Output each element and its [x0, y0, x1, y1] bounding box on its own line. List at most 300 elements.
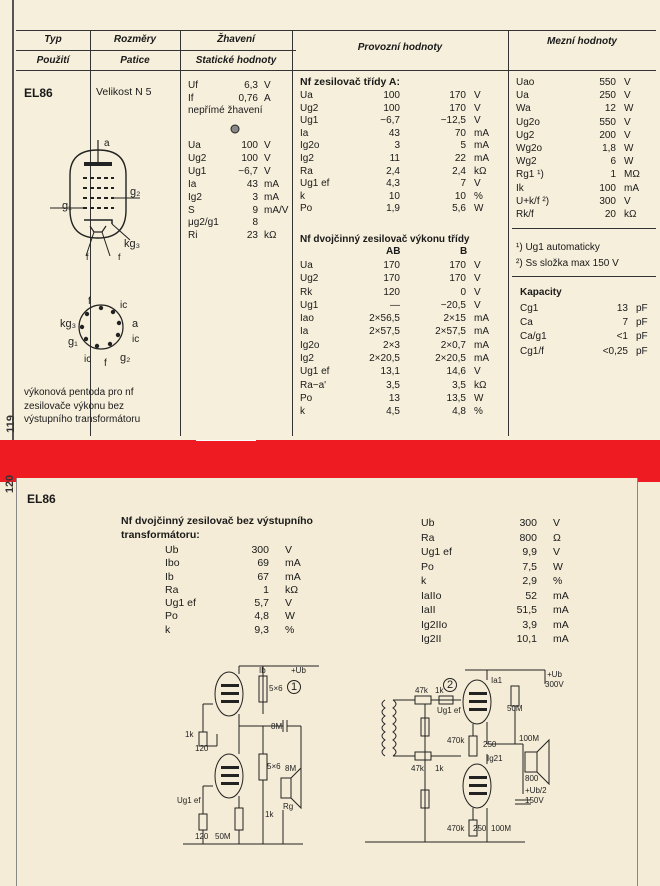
heating-table: [188, 80, 286, 105]
value: 100: [383, 102, 400, 114]
bottom-tube-type: EL86: [27, 492, 56, 506]
unit: V: [474, 102, 481, 114]
c1-ib-label: Ib: [259, 666, 266, 675]
value: 2×56,5: [369, 313, 400, 325]
col-divider-2: [180, 30, 181, 436]
value: −12,5: [440, 115, 466, 127]
value: 9,9: [522, 546, 537, 558]
value: 8: [252, 217, 258, 229]
unit: V: [624, 195, 631, 207]
param: Ig2: [300, 353, 314, 365]
header-pouziti: Použití: [36, 55, 70, 66]
base-label-g1: g₁: [68, 336, 78, 348]
c2-r1kb-label: 1k: [435, 764, 444, 773]
value: 100: [241, 152, 258, 164]
c2-c100m-label: 100M: [519, 734, 540, 743]
red-separator-band: [0, 440, 660, 482]
base-label-f2: f: [104, 358, 107, 369]
value: 3,5: [386, 379, 400, 391]
unit: kΩ: [264, 230, 277, 242]
value: 550: [599, 77, 616, 88]
c2-ug1-label: Ug1 ef: [437, 706, 461, 715]
value: 170: [449, 260, 466, 271]
c1-r120-label: 120: [195, 744, 209, 753]
param: Ug1 ef: [300, 366, 330, 378]
value: 10: [388, 190, 400, 202]
value: 1,8: [602, 143, 616, 155]
header-staticke: Statické hodnoty: [195, 55, 277, 66]
param: Ig2IIo: [421, 618, 448, 631]
value: 7: [460, 178, 466, 190]
unit: V: [264, 152, 271, 164]
c2-c50m-label: 50M: [507, 704, 523, 713]
c1-ug1-label: Ug1 ef: [177, 796, 201, 805]
param: Cg1/f: [520, 345, 544, 357]
header-mezni: Mezní hodnoty: [547, 36, 617, 47]
c1-r5x6-label: 5×6: [269, 684, 283, 693]
unit: pF: [636, 317, 648, 329]
c2-ub-label: +Ub: [547, 670, 562, 679]
param: Ri: [188, 230, 198, 242]
circuit-2-schematic: [365, 664, 555, 846]
unit: W: [624, 143, 634, 155]
tube-label-g2: g₂: [130, 186, 141, 198]
value: 3: [394, 140, 400, 152]
indirect-heating: nepřímé žhavení: [188, 105, 263, 116]
value: 10,1: [516, 633, 537, 645]
param: Cg1: [520, 303, 539, 314]
unit: V: [474, 115, 481, 127]
circle-symbol: [230, 124, 240, 134]
unit: V: [624, 77, 631, 88]
value: 5,6: [452, 203, 466, 215]
param: Rg1 ¹): [516, 169, 544, 181]
title-line: transformátoru:: [121, 529, 200, 541]
description-line: výkonová pentoda pro nf: [24, 387, 134, 398]
value: 22: [454, 152, 466, 164]
notes-divider: [512, 276, 656, 277]
value: 2×20,5: [369, 353, 400, 365]
param: Ig2: [300, 152, 314, 164]
c2-c100mb-label: 100M: [491, 824, 512, 833]
value: 10: [454, 190, 466, 202]
page-edge-line: [12, 0, 14, 440]
header-patice: Patice: [120, 55, 150, 66]
c1-r1kb-label: 1k: [265, 810, 274, 819]
value: 100: [241, 140, 258, 151]
base-label-ic2: ic: [132, 334, 140, 345]
unit: [258, 217, 290, 230]
c2-r250-label: 250: [483, 740, 497, 749]
unit: mA: [285, 570, 301, 583]
param: Ig2o: [300, 140, 320, 152]
unit: mA: [264, 178, 279, 190]
param: Ra: [300, 165, 313, 177]
param: Ca/g1: [520, 331, 547, 343]
unit: kΩ: [474, 165, 487, 177]
header-rozmery: Rozměry: [113, 34, 157, 45]
param: Ig2o: [300, 339, 320, 351]
unit: mA: [553, 589, 569, 602]
value: 2,4: [386, 165, 400, 177]
param: k: [300, 190, 305, 202]
col-divider-4: [508, 30, 509, 436]
value: 170: [383, 273, 400, 285]
value: 300: [519, 517, 537, 529]
page-number-119: 119: [4, 415, 17, 433]
push-pull-title: Nf dvojčinný zesilovač výkonu třídy: [300, 234, 470, 245]
unit: kΩ: [474, 379, 487, 391]
value: 5,7: [254, 597, 269, 610]
unit: mA: [474, 339, 489, 351]
unit: V: [285, 544, 293, 556]
value: 2,9: [522, 575, 537, 587]
value: 4,3: [386, 178, 400, 190]
description-line: zesilovače výkonu bez: [24, 400, 125, 412]
value: 2×3: [383, 339, 400, 351]
value: 2×15: [443, 313, 466, 325]
c1-c50m-label: 50M: [215, 832, 231, 841]
param: Ia: [188, 178, 197, 190]
unit: W: [474, 203, 484, 215]
unit: V: [474, 273, 481, 285]
header-zhaveni: Žhavení: [217, 34, 255, 45]
c2-r47k-label: 47k: [415, 686, 428, 695]
param: Ug1 ef: [165, 597, 196, 610]
param: μg2/g1: [188, 217, 219, 229]
page-number-120: 120: [4, 474, 17, 494]
value: 300: [251, 544, 269, 556]
value: —: [390, 299, 400, 311]
value: 43: [388, 127, 400, 139]
value: 2×57,5: [369, 326, 400, 338]
unit: A: [264, 92, 271, 104]
note-1: ¹) Ug1 automaticky: [516, 242, 600, 253]
value: 3,9: [522, 618, 537, 631]
value: 13: [616, 303, 628, 314]
param: Po: [300, 203, 313, 215]
c2-r250b-label: 250: [473, 824, 487, 833]
unit: V: [553, 517, 561, 529]
param: Po: [300, 392, 313, 404]
circuit-1-number: 1: [287, 680, 301, 694]
param: If: [188, 92, 194, 104]
param: Ra: [421, 531, 435, 544]
c1-r120b-label: 120: [195, 832, 209, 841]
unit: mA: [264, 191, 279, 203]
base-label-a: a: [132, 318, 139, 330]
capacity-table: [520, 302, 658, 359]
param: k: [300, 406, 305, 418]
value: 20: [604, 209, 616, 221]
param: k: [421, 575, 427, 587]
c1-r5x6b-label: 5×6: [267, 762, 281, 771]
header-mid-line: [16, 50, 296, 51]
value: 2×0,7: [440, 339, 466, 351]
param: Ua: [516, 90, 529, 102]
unit: V: [624, 90, 631, 102]
tube-label-f2: f: [118, 252, 121, 262]
datasheet-page-top: [0, 0, 660, 440]
tube-base-diagram: [76, 302, 126, 352]
param: Ug1: [188, 165, 207, 177]
param: Ug1 ef: [421, 546, 452, 558]
unit: W: [474, 392, 484, 404]
param: Ug1: [300, 115, 319, 127]
param: Rk: [300, 286, 313, 298]
value: 9,3: [254, 623, 269, 636]
unit: mA: [474, 152, 489, 164]
value: 13,1: [380, 366, 400, 378]
unit: V: [474, 366, 481, 378]
value: 2×57,5: [435, 326, 466, 338]
param: Ug1: [300, 299, 319, 311]
value: 6,3: [244, 80, 258, 91]
param: Ua: [300, 260, 313, 271]
param: Iao: [300, 313, 314, 325]
unit: mA: [474, 313, 489, 325]
unit: pF: [636, 331, 648, 343]
unit: V: [553, 546, 561, 558]
c2-ia1-label: Ia1: [491, 676, 503, 685]
unit: W: [624, 103, 634, 115]
col-ab: AB: [386, 246, 401, 257]
value: 3,5: [452, 379, 466, 391]
param: Ca: [520, 317, 533, 329]
c2-150v-label: 150V: [525, 796, 544, 805]
param: Po: [421, 560, 434, 573]
note-2: ²) Ss složka max 150 V: [516, 258, 619, 269]
tube-label-f1: f: [86, 252, 89, 262]
param: Ub: [421, 517, 435, 529]
c1-c8mb-label: 8M: [285, 764, 297, 773]
band-mark: [196, 440, 256, 441]
unit: mA: [553, 633, 569, 645]
unit: V: [264, 140, 271, 151]
value: 7: [622, 317, 628, 329]
param: Ug2: [516, 129, 535, 141]
c2-r470k-label: 470k: [447, 736, 465, 745]
value: −6,7: [380, 115, 400, 127]
unit: pF: [636, 345, 648, 357]
unit: V: [285, 597, 293, 610]
param: Wg2: [516, 156, 537, 168]
param: Ug2: [300, 273, 319, 285]
value: 100: [383, 90, 400, 101]
base-label-g2: g₂: [120, 352, 131, 364]
value: 4,8: [254, 610, 269, 623]
c1-rg-label: Rg: [283, 802, 294, 811]
limits-divider: [512, 228, 656, 229]
value: 3: [252, 191, 258, 203]
unit: V: [474, 260, 481, 271]
circuit-2-number: 2: [443, 678, 457, 692]
value: 43: [246, 178, 258, 190]
unit: mA/V: [264, 204, 289, 216]
c2-ub2-label: +Ub/2: [525, 786, 547, 795]
unit: W: [285, 610, 295, 623]
param: U+k/f ²): [516, 195, 550, 207]
tube-size: Velikost N 5: [96, 86, 152, 98]
push-pull-table: [300, 259, 496, 419]
unit: pF: [636, 303, 648, 314]
param: S: [188, 204, 195, 216]
unit: V: [474, 90, 481, 101]
c1-r1k-label: 1k: [185, 730, 194, 739]
param: k: [165, 623, 171, 636]
unit: mA: [474, 140, 489, 152]
unit: Ω: [553, 531, 561, 544]
description-line: výstupního transformátoru: [24, 414, 141, 425]
value: 11: [389, 152, 400, 164]
class-a-table: [300, 90, 496, 216]
param: Ig2II: [421, 633, 442, 645]
param: Ua: [300, 90, 313, 101]
param: Ig2: [188, 191, 202, 203]
tube-label-a: a: [104, 138, 110, 149]
value: 23: [246, 230, 258, 242]
c2-ig21-label: Ig21: [487, 754, 503, 763]
param: Ibo: [165, 557, 180, 570]
value: 100: [599, 182, 616, 194]
value: 70: [454, 127, 466, 139]
value: −20,5: [440, 299, 466, 311]
capacity-title: Kapacity: [520, 287, 562, 298]
left-values-table: [165, 544, 313, 637]
value: 0: [460, 286, 466, 298]
col-divider-3: [292, 30, 293, 436]
c2-r470kb-label: 470k: [447, 824, 465, 833]
value: 13: [388, 392, 400, 404]
value: 51,5: [516, 604, 537, 616]
header-typ: Typ: [44, 34, 62, 45]
value: 1,9: [386, 203, 400, 215]
header-bottom-border: [16, 70, 656, 71]
class-a-title: Nf zesilovač třídy A:: [300, 76, 400, 88]
circuit-1-schematic: [183, 664, 323, 846]
param: Uf: [188, 80, 198, 91]
param: Ug2o: [516, 116, 540, 128]
value: 7,5: [522, 560, 537, 573]
param: Wg2o: [516, 143, 543, 155]
unit: mA: [285, 557, 301, 570]
unit: V: [624, 129, 631, 141]
value: 13,5: [446, 392, 466, 404]
value: 170: [383, 260, 400, 271]
unit: mA: [624, 182, 639, 194]
c1-ub-label: +Ub: [291, 666, 306, 675]
table-top-border: [16, 30, 656, 31]
param: IaII: [421, 604, 436, 616]
base-label-ic3: ic: [84, 354, 92, 365]
header-provozni: Provozní hodnoty: [357, 42, 443, 53]
value: 170: [449, 102, 466, 114]
tube-description: [24, 386, 140, 427]
param: Ra−a': [300, 379, 327, 391]
value: 300: [599, 195, 616, 207]
param: Ia: [300, 326, 309, 338]
c2-r47kb-label: 47k: [411, 764, 424, 773]
c2-300v-label: 300V: [545, 680, 564, 689]
param: Ib: [165, 570, 174, 583]
value: 200: [599, 129, 616, 141]
static-table: [188, 140, 290, 243]
unit: V: [624, 116, 631, 128]
value: 52: [525, 589, 537, 602]
unit: V: [474, 299, 481, 311]
unit: W: [624, 156, 634, 168]
param: Rk/f: [516, 209, 534, 221]
value: 4,8: [452, 406, 466, 418]
c2-speaker-label: 800: [525, 774, 539, 783]
param: Ik: [516, 182, 524, 194]
value: 550: [599, 116, 616, 128]
value: 6: [610, 156, 616, 168]
param: Ua: [188, 140, 201, 151]
value: 14,6: [446, 366, 466, 378]
param: Uao: [516, 77, 535, 88]
tube-label-g1: g₁: [62, 200, 72, 212]
value: 67: [257, 570, 269, 583]
value: 1: [263, 583, 269, 596]
value: 2,4: [452, 165, 466, 177]
param: Ug2: [300, 102, 319, 114]
param: Ia: [300, 127, 309, 139]
c1-c8m-label: 8M: [271, 722, 283, 731]
value: 170: [449, 273, 466, 285]
unit: W: [553, 560, 563, 573]
value: <1: [616, 331, 628, 343]
unit: V: [264, 80, 271, 91]
c2-r1k-label: 1k: [435, 686, 444, 695]
limits-table: [516, 76, 652, 221]
value: 1: [610, 169, 616, 181]
unit: kΩ: [624, 209, 637, 221]
unit: %: [474, 190, 483, 202]
base-label-f1: f: [88, 296, 91, 307]
unit: mA: [474, 326, 489, 338]
value: 800: [519, 531, 537, 544]
value: 170: [449, 90, 466, 101]
unit: mA: [553, 604, 569, 616]
unit: kΩ: [285, 583, 299, 596]
tube-label-kg3: kg₃: [124, 238, 141, 250]
unit: V: [264, 165, 271, 177]
value: 0,76: [238, 92, 258, 104]
right-values-table: [421, 516, 577, 647]
param: Ra: [165, 583, 179, 596]
unit: %: [285, 623, 295, 636]
unit: mA: [474, 353, 489, 365]
param: Po: [165, 610, 178, 623]
value: 2×20,5: [435, 353, 466, 365]
param: IaIIo: [421, 589, 442, 602]
unit: %: [553, 575, 563, 587]
bottom-title: [121, 514, 313, 542]
value: 69: [257, 557, 269, 570]
tube-type: EL86: [24, 86, 53, 100]
param: Ug2: [188, 152, 207, 164]
unit: mA: [553, 618, 569, 631]
value: −6,7: [238, 165, 258, 177]
value: 9: [252, 204, 258, 216]
unit: V: [474, 178, 481, 190]
datasheet-page-bottom: [4, 474, 638, 886]
value: 250: [599, 90, 616, 102]
col-b: B: [460, 246, 468, 257]
unit: mA: [474, 127, 489, 139]
param: Ub: [165, 544, 179, 556]
